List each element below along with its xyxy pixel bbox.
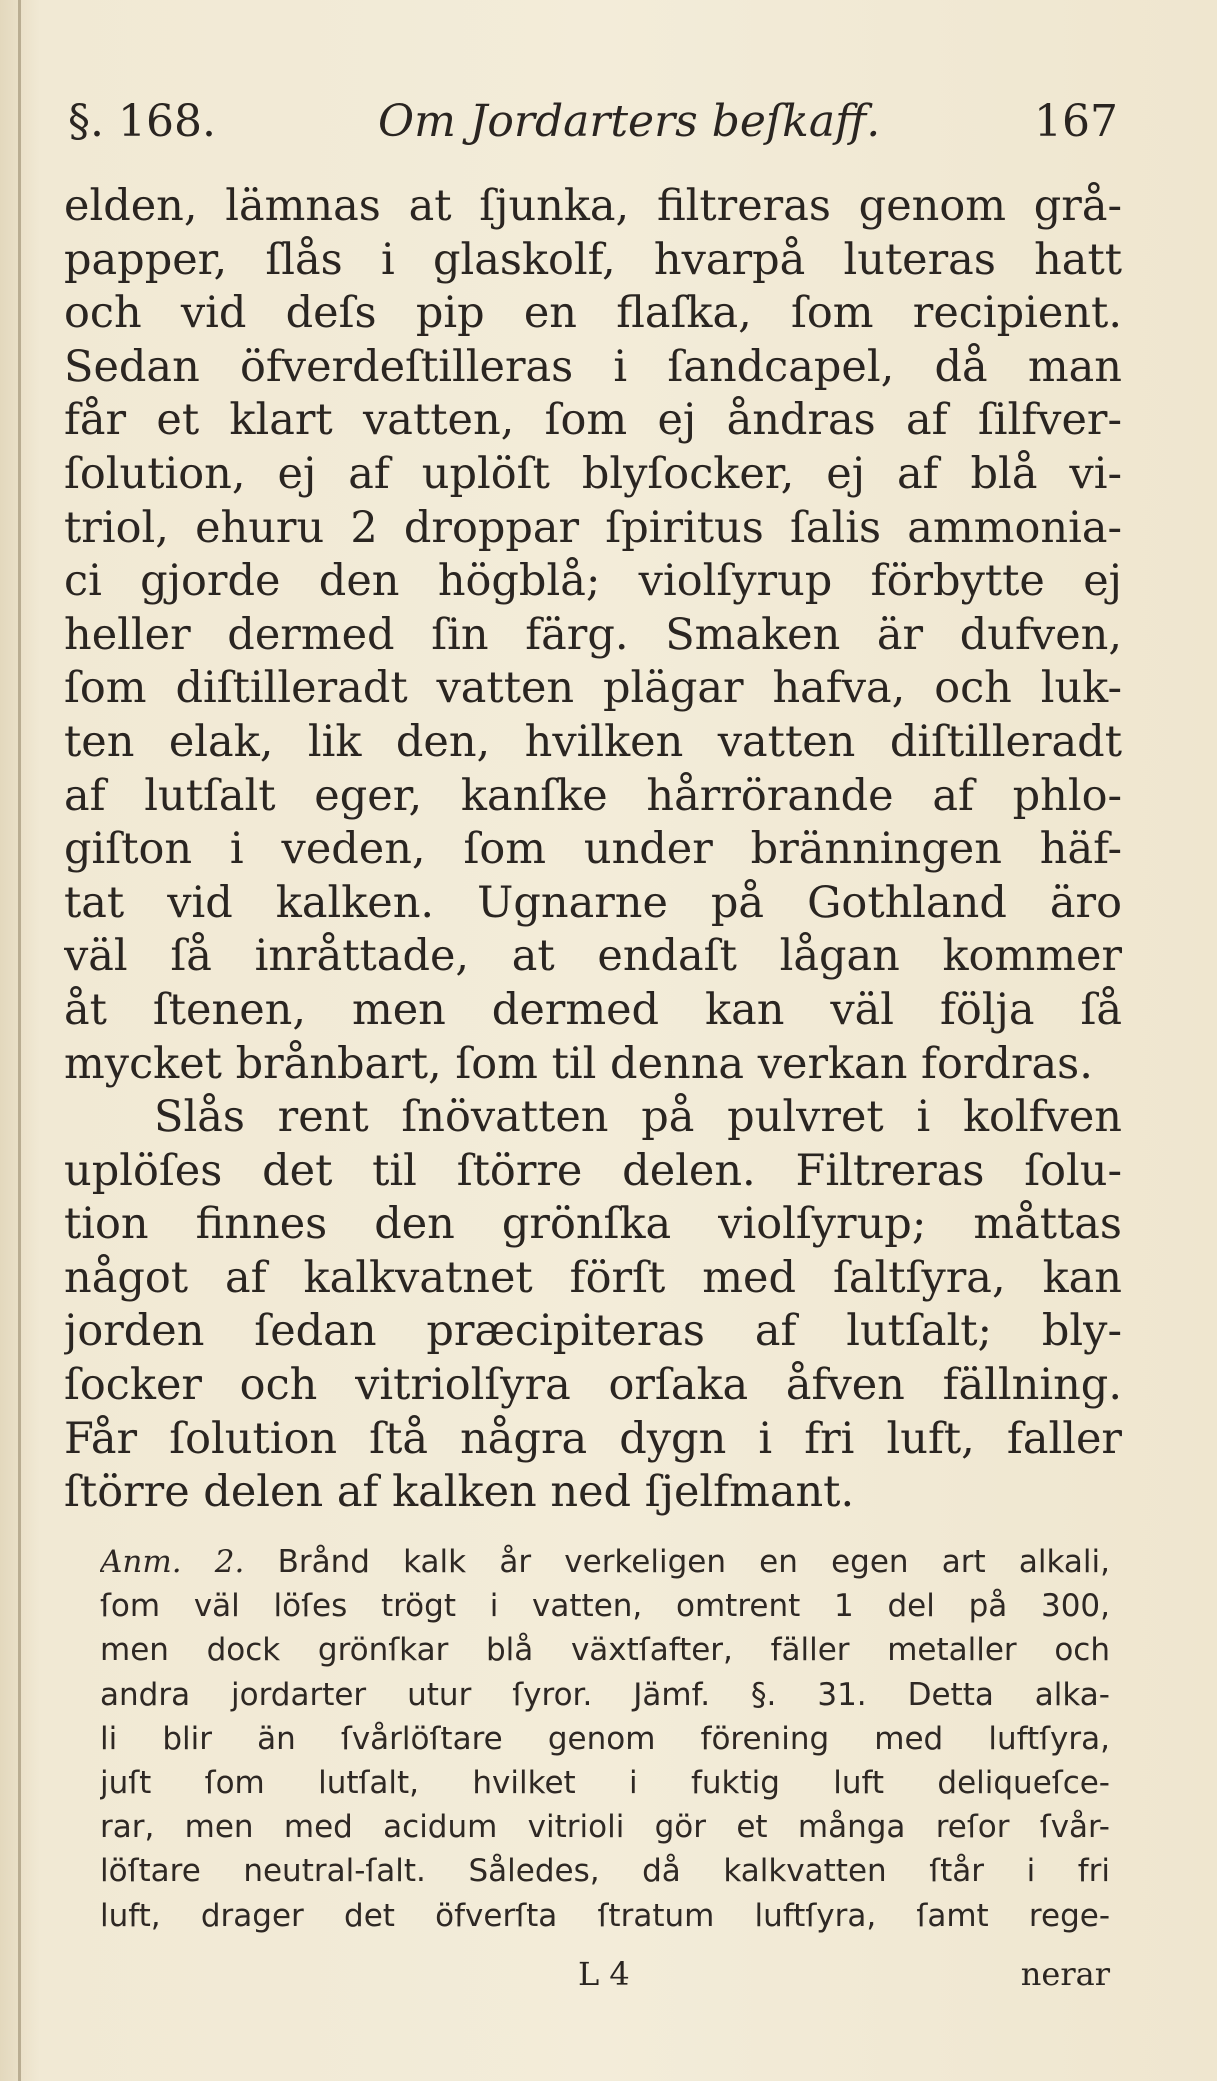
text-line: giſton i veden, ſom under bränningen häf- [64,824,1122,875]
text-line: Slås rent ſnövatten på pulvret i kolfven [154,1092,1122,1143]
text-line: tat vid kalken. Ugnarne på Gothland äro [64,877,1122,928]
main-text [64,180,1122,1520]
note-line: löſtare neutral-ſalt. Således, då kalkvatten ſtår i fri [100,1853,1110,1890]
text-line: ten elak, lik den, hvilken vatten diſtilleradt [64,716,1122,767]
note-line: rar, men med acidum vitrioli gör et många reſor ſvår- [100,1809,1110,1846]
page-number: 167 [1034,96,1118,147]
note-line: ſom väl löſes trögt i vatten, omtrent 1 del på 300, [100,1588,1110,1625]
text-line: uplöſes det til ſtörre delen. Filtreras ſolu- [64,1145,1122,1196]
text-line: får et klart vatten, ſom ej åndras af ſilfver- [64,395,1122,446]
signature-mark: L 4 [578,1955,630,1993]
note-line: men dock grönſkar blå växtſafter, fäller metaller och [100,1632,1110,1669]
note-line [100,1540,1110,1584]
text-line: af lutſalt eger, kanſke hårrörande af phlo- [64,770,1122,821]
text-line: ſolution, ej af uplöſt blyſocker, ej af blå vi- [64,448,1122,499]
text-line: papper, ſlås i glaskolf, hvarpå luteras hatt [64,234,1122,285]
binding-edge [18,0,21,2081]
text-line: ſom diſtilleradt vatten plägar hafva, och luk- [64,663,1122,714]
text-line: triol, ehuru 2 droppar ſpiritus ſalis ammonia- [64,502,1122,553]
note-line: li blir än ſvårlöſtare genom förening med luftſyra, [100,1720,1110,1757]
text-line: ci gjorde den högblå; violſyrup förbytte ej [64,556,1122,607]
text-line: Får ſolution ſtå några dygn i fri luft, faller [64,1413,1122,1464]
running-title: Om Jordarters beſkaff. [378,96,881,147]
text-line: heller dermed ſin färg. Smaken är dufven, [64,609,1122,660]
text-line: och vid deſs pip en flaſka, ſom recipient. [64,288,1122,339]
text-line: jorden ſedan præcipiteras af lutſalt; bly- [64,1306,1122,1357]
text-line: mycket brånbart, ſom til denna verkan fordras. [64,1038,1093,1089]
annotation-note [100,1540,1110,1938]
text-line: Sedan öfverdeſtilleras i ſandcapel, då man [64,341,1122,392]
note-line: andra jordarter utur ſyror. Jämf. §. 31. Detta alka- [100,1676,1110,1713]
section-number: §. 168. [68,96,216,147]
page-footer [100,1955,1110,2005]
running-header [68,92,1118,162]
text-line: tion finnes den grönſka violſyrup; måttas [64,1199,1122,1250]
note-first-line: Brånd kalk år verkeligen en egen art alkali, [277,1544,1110,1580]
text-line: elden, lämnas at ſjunka, filtreras genom grå- [64,181,1122,231]
note-line: juſt ſom lutſalt, hvilket i fuktig luft deliqueſce- [100,1764,1110,1801]
text-line: ſtörre delen af kalken ned ſjelfmant. [64,1467,855,1518]
text-line: väl ſå inråttade, at endaſt lågan kommer [64,931,1122,982]
catchword: nerar [1020,1955,1110,1993]
text-line: något af kalkvatnet förſt med ſaltſyra, kan [64,1252,1122,1303]
text-line: åt ſtenen, men dermed kan väl följa ſå [64,984,1122,1035]
text-line: ſocker och vitriolſyra orſaka åfven fällning. [64,1360,1122,1411]
note-line: luft, drager det öfverſta ſtratum luftſyra, ſamt rege- [100,1897,1110,1934]
note-label: Anm. 2. [100,1544,245,1580]
